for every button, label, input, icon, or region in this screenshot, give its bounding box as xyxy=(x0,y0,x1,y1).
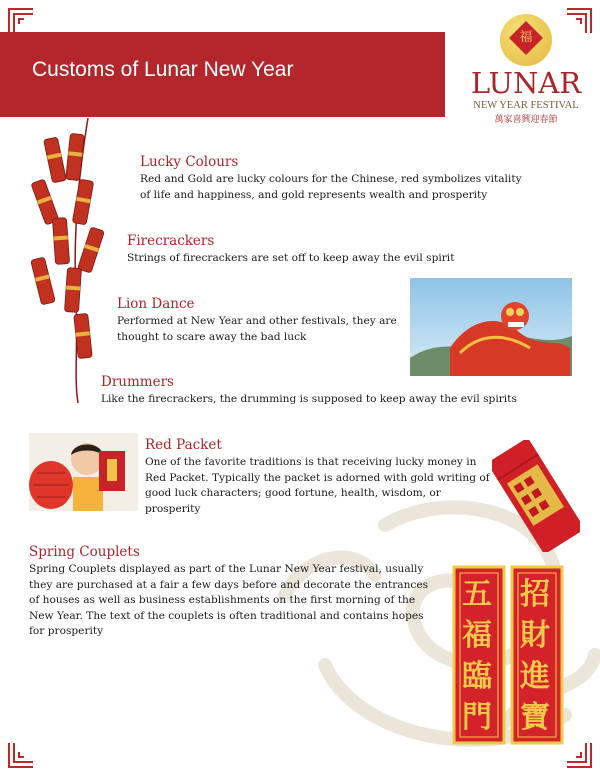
logo-subtitle: NEW YEAR FESTIVAL xyxy=(473,100,579,111)
section-title-lucky-colours: Lucky Colours xyxy=(140,154,239,170)
corner-ornament-top-left xyxy=(8,8,34,34)
couplet-character: 臨 xyxy=(462,659,492,694)
couplet-character: 寶 xyxy=(520,700,550,735)
section-body-lion-dance: Performed at New Year and other festivals, they are thought to scare away the bad luck xyxy=(117,315,397,343)
firecrackers-illustration xyxy=(18,118,118,408)
section-title-spring-couplets: Spring Couplets xyxy=(29,544,140,560)
page-title: Customs of Lunar New Year xyxy=(32,58,294,81)
red-packet-child-photo xyxy=(29,433,138,511)
section-title-drummers: Drummers xyxy=(101,374,174,390)
logo-emblem-character: 福 xyxy=(519,30,533,45)
couplet-character: 福 xyxy=(462,618,492,653)
couplet-character: 招 xyxy=(520,577,550,612)
red-packet-envelope-image xyxy=(492,440,580,552)
couplet-character: 五 xyxy=(462,577,492,612)
couplet-character: 財 xyxy=(520,618,550,653)
lion-dance-photo xyxy=(410,278,572,376)
section-body-firecrackers: Strings of firecrackers are set off to keep away the evil spirit xyxy=(127,252,455,264)
section-title-firecrackers: Firecrackers xyxy=(127,233,215,249)
festival-logo xyxy=(462,8,590,128)
section-title-lion-dance: Lion Dance xyxy=(117,296,195,312)
section-title-red-packet: Red Packet xyxy=(145,437,222,453)
couplet-character: 進 xyxy=(520,659,550,694)
section-body-lucky-colours: Red and Gold are lucky colours for the Chinese, red symbolizes vitality of life and happiness, and gold represents wealth and prosperity xyxy=(140,173,522,201)
section-body-drummers: Like the firecrackers, the drumming is supposed to keep away the evil spirits xyxy=(101,393,517,405)
section-body-spring-couplets: Spring Couplets displayed as part of the Lunar New Year festival, usually they are purchased at a fair a few days before and decorate the entrances of houses as well as business establishments on the first morning of the New Year. The text of the couplets is often traditional and contains hopes for prosperity xyxy=(29,563,429,637)
logo-chinese-text: 萬家喜興迎春節 xyxy=(494,115,558,125)
corner-ornament-bottom-left xyxy=(8,742,34,768)
logo-wordmark: LUNAR xyxy=(470,66,582,100)
section-body-red-packet: One of the favorite traditions is that receiving lucky money in Red Packet. Typically the packet is adorned with gold writing of good luck characters; good fortune, health, wisdom, or prosperity xyxy=(145,456,490,515)
couplet-character: 門 xyxy=(462,700,492,735)
